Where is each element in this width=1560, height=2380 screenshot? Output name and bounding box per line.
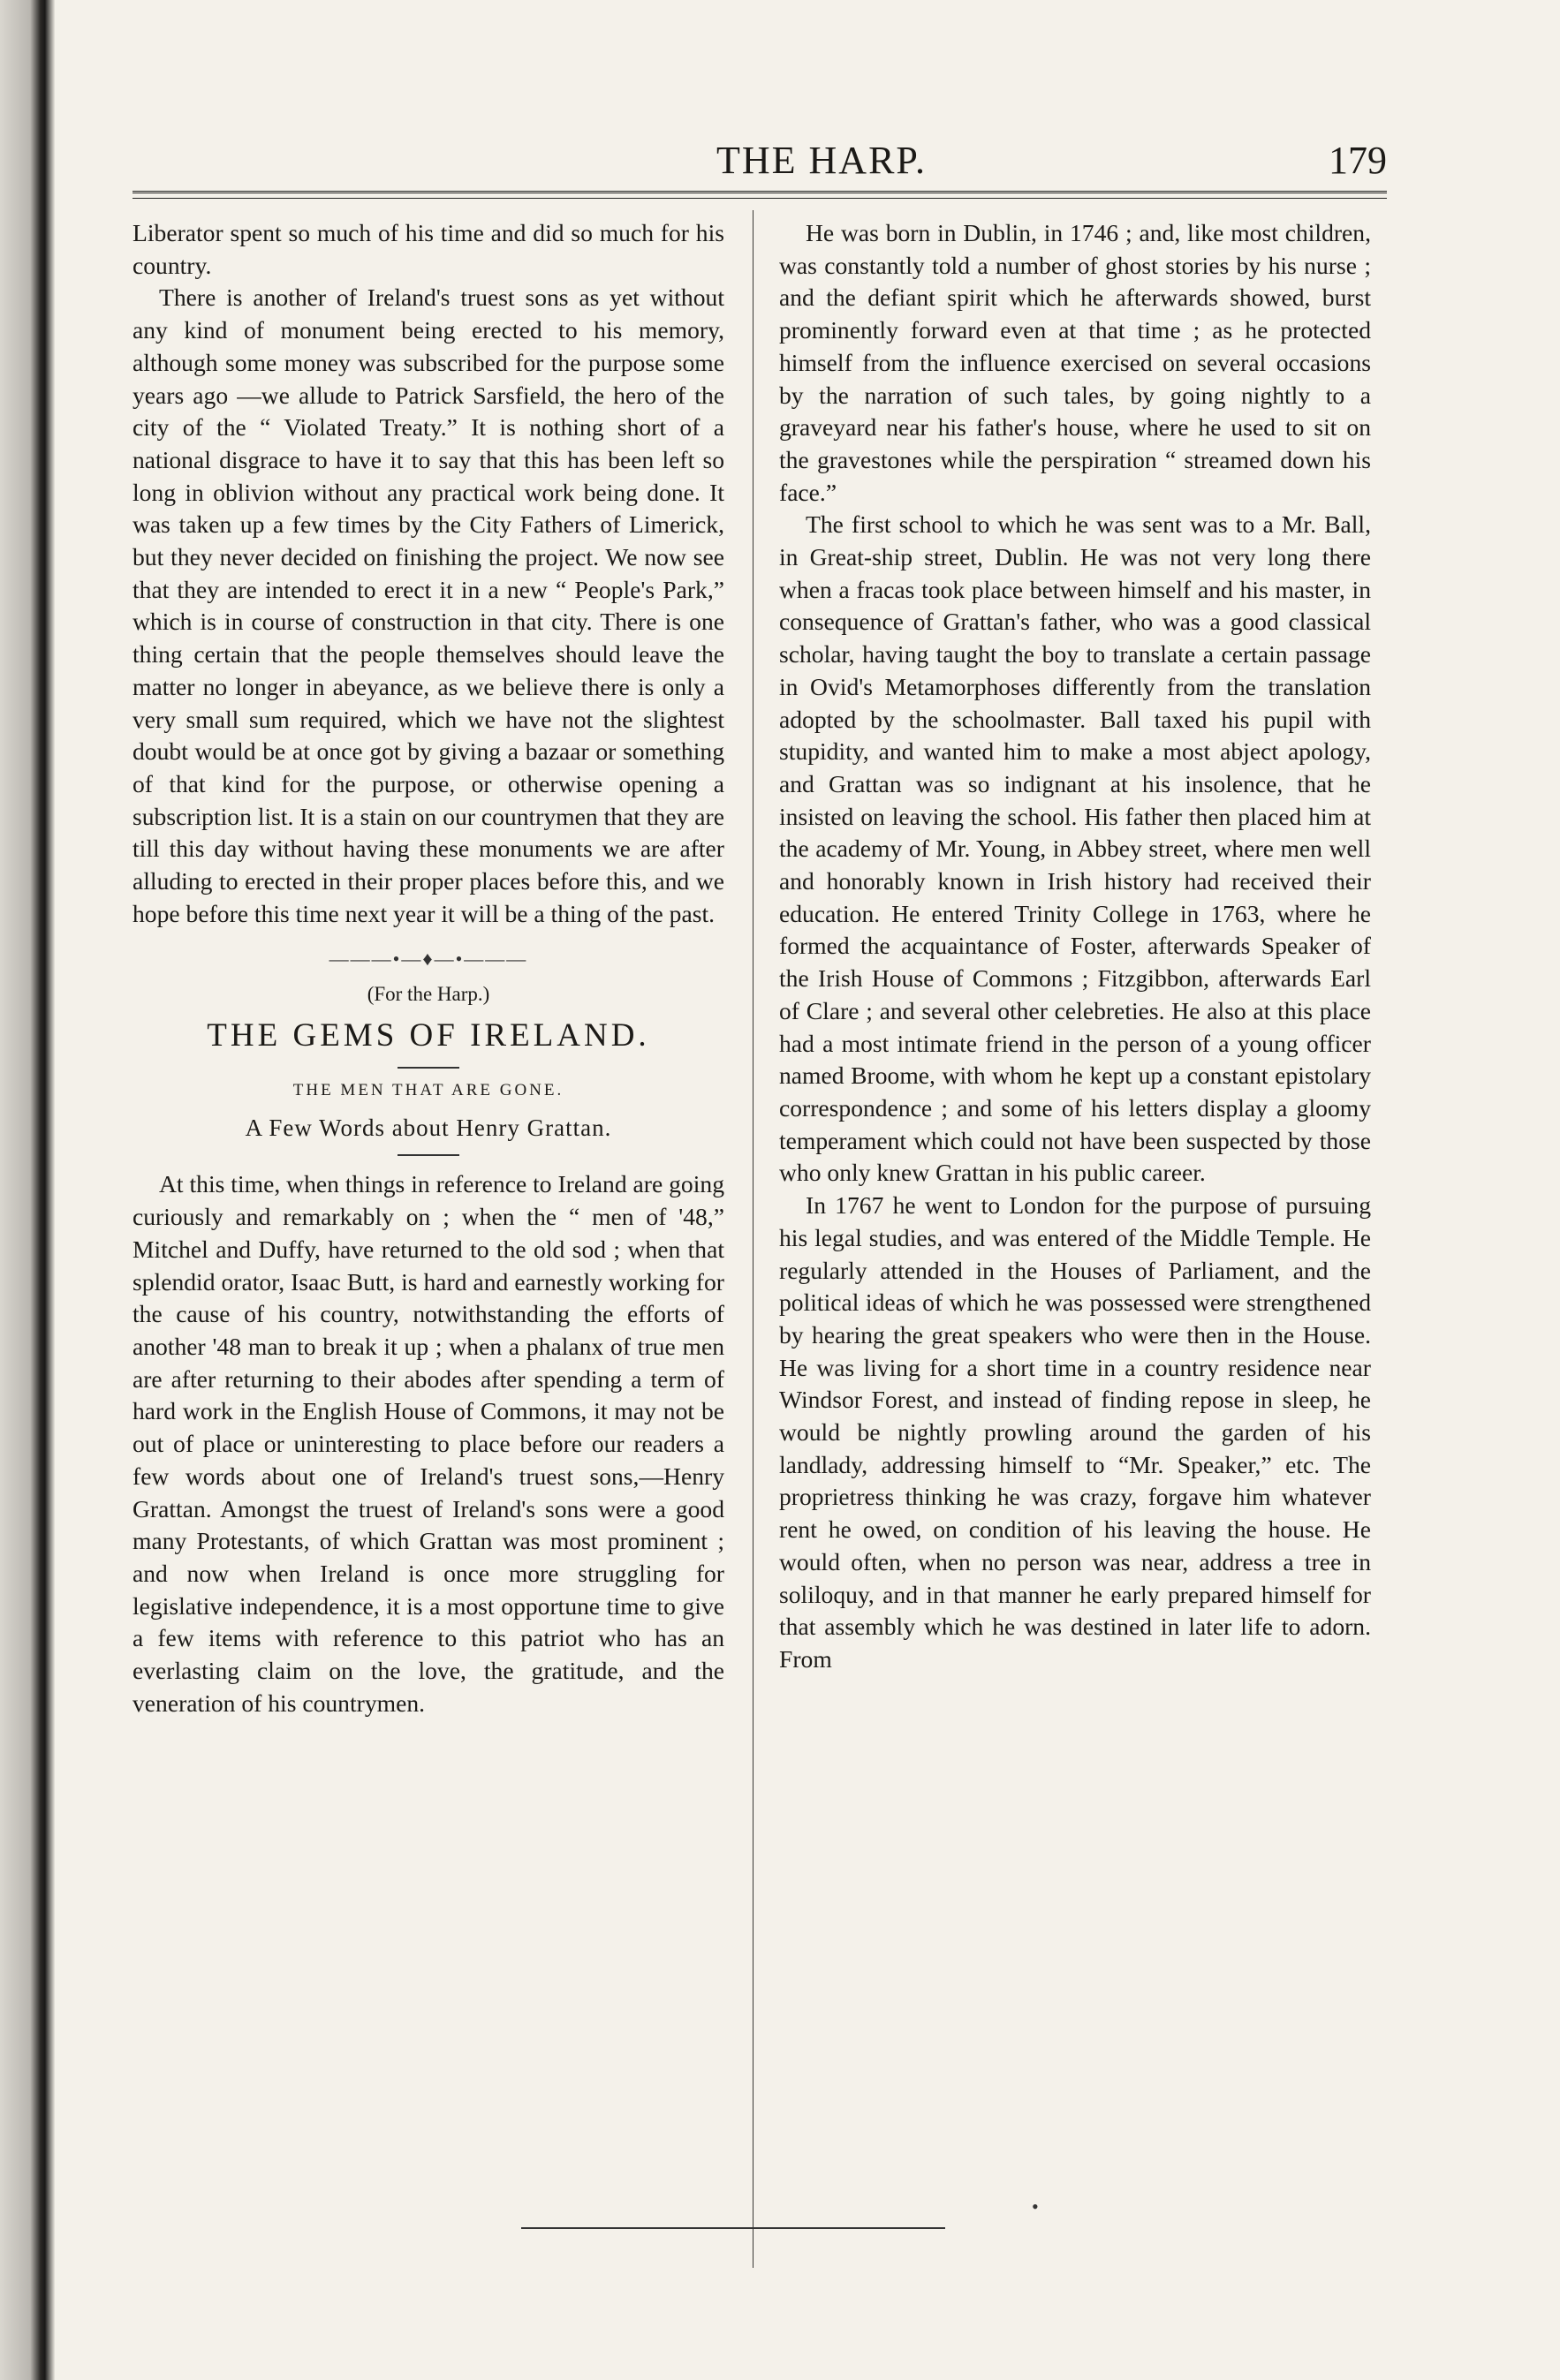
footer-rule bbox=[521, 2227, 945, 2229]
paragraph: There is another of Ireland's truest sons as yet without any kind of monument being erected to his memory, although some money was subscribed for the purpose some years ago —we allude to Patrick Sarsfield, the hero of the city of the “ Violated Treaty.” It is nothing short of a national disgrace to have it to say that this has been left so long in oblivion without any practical work being done. It was taken up a few times by the City Fathers of Limerick, but they never decided on finishing the project. We now see that they are intended to erect it in a new “ People's Park,” which is in course of construction in that city. There is one thing certain that the people themselves should leave the matter no longer in abeyance, as we believe there is only a very small sum required, which we have not the slightest doubt would be at once got by giving a bazaar or something of that kind for the purpose, or otherwise opening a subscription list. It is a stain on our countrymen that they are till this day without having these monuments we are after alluding to erected in their proper places before this, and we hope before this time next year it will be a thing of the past. bbox=[133, 283, 724, 927]
source-note: (For the Harp.) bbox=[367, 983, 490, 1006]
page-header bbox=[133, 132, 1387, 194]
header-rule bbox=[133, 191, 1387, 199]
paragraph: At this time, when things in reference to Ireland are going curiously and remarkably on ; when the “ men of '48,” Mitchel and Duffy, have returned to the old sod ; when that splendid orator, Isaac Butt, is hard and earnestly working for the cause of his country, notwithstanding the efforts of another '48 man to break it up ; when a phalanx of true men are after returning to their abodes after spending a term of hard work in the English House of Commons, it may not be out of place or uninteresting to place before our readers a few words about one of Ireland's truest sons,—Henry Grattan. Amongst the truest of Ireland's sons were a good many Protestants, of which Grattan was most prominent ; and now when Ireland is once more struggling for legislative independence, it is a most opportune time to give a few items with reference to this patriot who has an everlasting claim on the love, the gratitude, and the veneration of his countrymen. bbox=[133, 1170, 724, 1717]
page-number: 179 bbox=[1329, 139, 1387, 182]
left-column bbox=[133, 217, 724, 1719]
article-subheading: A Few Words about Henry Grattan. bbox=[245, 1114, 612, 1142]
paragraph: Liberator spent so much of his time and did so much for his country. bbox=[133, 219, 724, 279]
paragraph: He was born in Dublin, in 1746 ; and, like most children, was constantly told a number of ghost stories by his nurse ; and the defiant spirit which he afterwards showed, burst prominently forward even at that time ; as he protected himself from the influence exercised on several occasions by the narration of such tales, by going nightly to a graveyard near his father's house, where he used to sit on the gravestones while the perspiration “ streamed down his face.” bbox=[779, 219, 1371, 506]
book-binding-shadow bbox=[0, 0, 55, 2380]
ink-speck: • bbox=[1032, 2195, 1039, 2218]
right-column bbox=[779, 217, 1371, 1676]
paragraph: The first school to which he was sent was to a Mr. Ball, in Great-ship street, Dublin. He was not very long there when a fracas took place between himself and his master, in consequence of Grattan's father, who was a good classical scholar, having taught the boy to translate a certain passage in Ovid's Metamorphoses differently from the translation adopted by the schoolmaster. Ball taxed his pupil with stupidity, and wanted him to make a most abject apology, and Grattan was so indignant at his insolence, that he insisted on leaving the school. His father then placed him at the academy of Mr. Young, in Abbey street, where men well and honorably known in Irish history had received their education. He entered Trinity College in 1763, where he formed the acquaintance of Foster, afterwards Speaker of the Irish House of Commons ; Fitzgibbon, afterwards Earl of Clare ; and several other celebreties. He also at this place had a most intimate friend in the person of a young officer named Broome, with whom he kept up a constant epistolary correspondence ; and some of his letters display a gloomy temperament which could not have been suspected by those who only knew Grattan in his public career. bbox=[779, 510, 1371, 1187]
title-rule bbox=[398, 1067, 459, 1069]
article-subtitle: THE MEN THAT ARE GONE. bbox=[292, 1081, 564, 1100]
paragraph: In 1767 he went to London for the purpose of pursuing his legal studies, and was entered of the Middle Temple. He regularly attended in the Houses of Parliament, and the political ideas of which he was possessed were strengthened by hearing the great speakers who were then in the House. He was living for a short time in a country residence near Windsor Forest, and instead of finding repose in sleep, he would be nightly prowling around the garden of his landlady, addressing himself to “Mr. Speaker,” etc. The proprietress thinking he was crazy, forgave him whatever rent he owed, on condition of his leaving the house. He would often, when no person was near, address a tree in soliloquy, and in that manner he early prepared himself for that assembly which he was destined in later life to adorn. From bbox=[779, 1191, 1371, 1673]
running-title: THE HARP. bbox=[716, 139, 928, 182]
section-divider: ———•—♦—•——— bbox=[329, 948, 528, 971]
subheading-rule bbox=[398, 1154, 459, 1156]
article-title: THE GEMS OF IRELAND. bbox=[207, 1017, 650, 1054]
